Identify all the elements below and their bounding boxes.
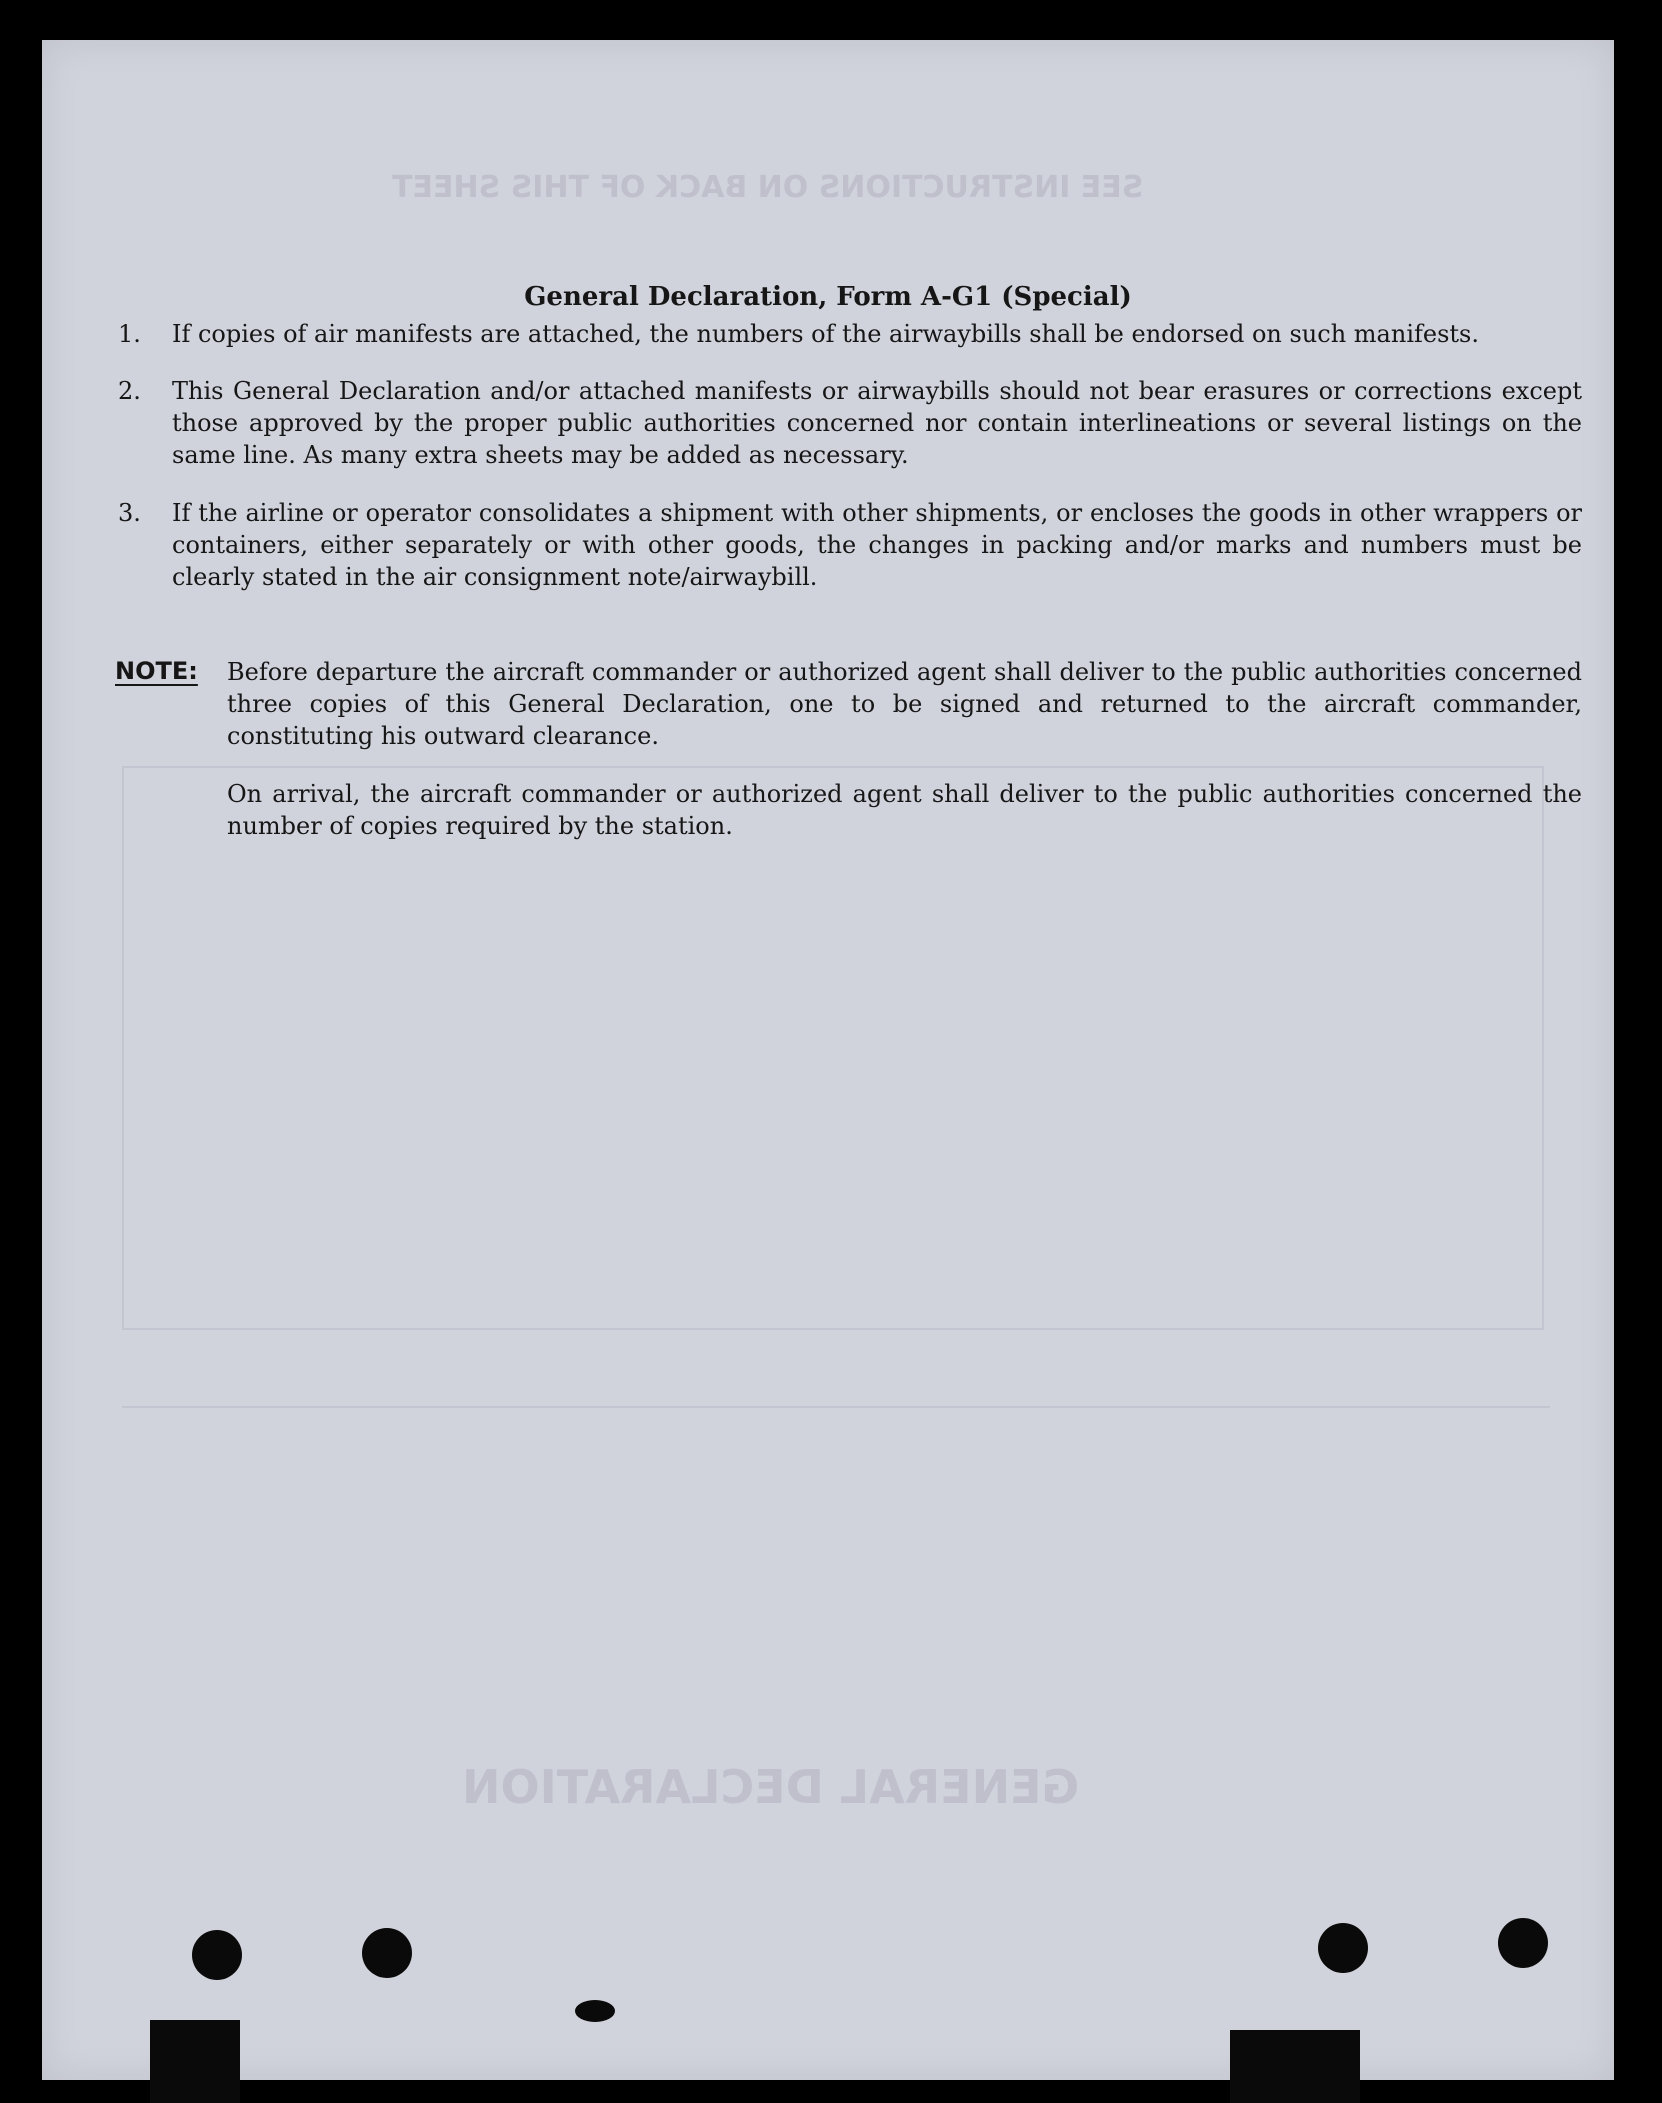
punch-hole [1498,1918,1548,1968]
note-paragraph-1: Before departure the aircraft commander or authorized agent shall deliver to the public authorities concerned three copies of this General Declaration, one to be signed and returned to the aircraft commander, constituting his outward clearance. [227,658,1582,750]
note-label: NOTE: [115,657,198,685]
item-number: 3. [118,499,141,527]
instruction-item-2 [118,375,1582,471]
instruction-item-3 [118,497,1582,593]
item-text: This General Declaration and/or attached manifests or airwaybills should not bear erasures or corrections except those approved by the proper public authorities concerned nor contain interlineations or several listings on the same line. As many extra sheets may be added as necessary. [172,377,1582,469]
item-text: If the airline or operator consolidates a shipment with other shipments, or encloses the goods in other wrappers or containers, either separately or with other goods, the changes in packing and/or marks and numbers must be clearly stated in the air consignment note/airwaybill. [172,499,1582,591]
ghost-heading: GENERAL DECLARATION [462,1760,1080,1814]
ghost-box [122,766,1544,1330]
item-number: 1. [118,320,141,348]
ink-smudge [575,2000,615,2022]
edge-damage [150,2020,240,2103]
punch-hole [362,1928,412,1978]
form-title: General Declaration, Form A-G1 (Special) [524,282,1132,312]
document-page [42,40,1614,2080]
note-paragraph-2: On arrival, the aircraft commander or authorized agent shall deliver to the public authorities concerned the number of copies required by the station. [227,780,1582,840]
item-number: 2. [118,377,141,405]
edge-damage [1230,2030,1360,2103]
ghost-divider [122,1406,1550,1408]
ghost-header: SEE INSTRUCTIONS ON BACK OF THIS SHEET [392,170,1144,205]
instruction-item-1 [118,318,1582,350]
punch-hole [192,1930,242,1980]
punch-hole [1318,1923,1368,1973]
item-text: If copies of air manifests are attached, the numbers of the airwaybills shall be endorsed on such manifests. [172,320,1479,348]
